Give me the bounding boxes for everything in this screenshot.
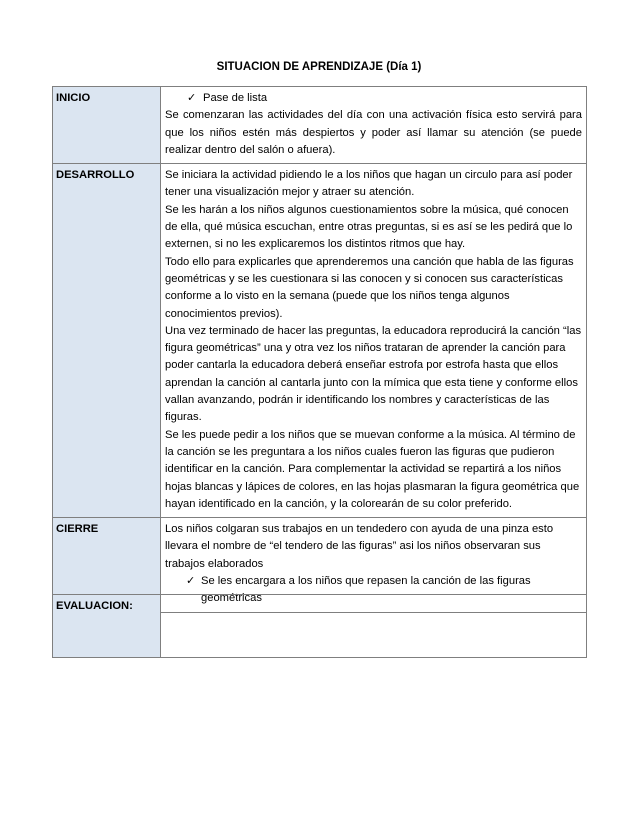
checklist-item-text: Se les encargara a los niños que repasen la canción de las figuras geométricas	[201, 575, 531, 605]
page-title: SITUACION DE APRENDIZAJE (Día 1)	[216, 61, 422, 73]
desarrollo-paragraph: Todo ello para explicarles que aprenderemos una canción que habla de las figuras geométricas y se les cuestionara si las conocen y si conocen sus características conforme a lo visto en la semana (puede que los niños tenga algunos conocimientos previos).	[165, 255, 574, 320]
evaluation-field[interactable]	[161, 595, 587, 658]
row-label-evaluacion: EVALUACION:	[53, 595, 161, 658]
desarrollo-paragraph: Se les harán a los niños algunos cuestionamientos sobre la música, qué conocen de ella, qué música escuchan, entre otras preguntas, si es así se les pedirá que lo externen, si no les explicaremos los distintos ritmos que hay.	[165, 203, 573, 251]
desarrollo-paragraph: Se iniciara la actividad pidiendo le a los niños que hagan un circulo para así poder tener una visualización mejor y atraer su atención.	[165, 169, 573, 199]
table-row-inicio	[53, 87, 587, 164]
row-label-cierre: CIERRE	[53, 518, 161, 612]
table-row-desarrollo	[53, 164, 587, 518]
desarrollo-paragraph: Se les puede pedir a los niños que se muevan conforme a la música. Al término de la canción se les preguntara a los niños cuales fueron las figuras que pudieron identificar en la canción. Para complementar la actividad se repartirá a los niños hojas blancas y lápices de colores, en las hojas plasmaran la figura geométrica que hayan identificado en la canción, y la colorearán de su color preferido.	[165, 428, 580, 510]
table-row-evaluacion	[53, 595, 587, 658]
checkmark-icon: ✓	[186, 575, 196, 588]
evaluation-table	[52, 594, 587, 658]
lesson-plan-table	[52, 86, 587, 613]
row-content-desarrollo	[161, 164, 587, 518]
row-label-desarrollo: DESARROLLO	[53, 164, 161, 518]
checkmark-icon: ✓	[187, 92, 197, 104]
row-label-inicio: INICIO	[53, 87, 161, 164]
checklist-item	[165, 90, 582, 107]
inicio-text: Se comenzaran las actividades del día con una activación física esto servirá para que los niños estén más despiertos y poder así llamar su atención (se puede realizar dentro del salón o afuera).	[165, 109, 582, 156]
cierre-text: Los niños colgaran sus trabajos en un tendedero con ayuda de una pinza esto llevara el nombre de “el tendero de las figuras” asi los niños observaran sus trabajos elaborados	[165, 523, 554, 570]
row-content-inicio	[161, 87, 587, 164]
desarrollo-paragraph: Una vez terminado de hacer las preguntas, la educadora reproducirá la canción “las figura geométricas” una y otra vez los niños trataran de aprender la canción para poder cantarla la educadora deberá enseñar estrofa por estrofa hasta que ellos aprendan la canción al cantarla junto con la mímica que esta tiene y conforme ellos vallan avanzando, podrán ir identificando los nombres y características de las figuras.	[165, 324, 582, 424]
checklist-item-text: Pase de lista	[203, 92, 268, 104]
